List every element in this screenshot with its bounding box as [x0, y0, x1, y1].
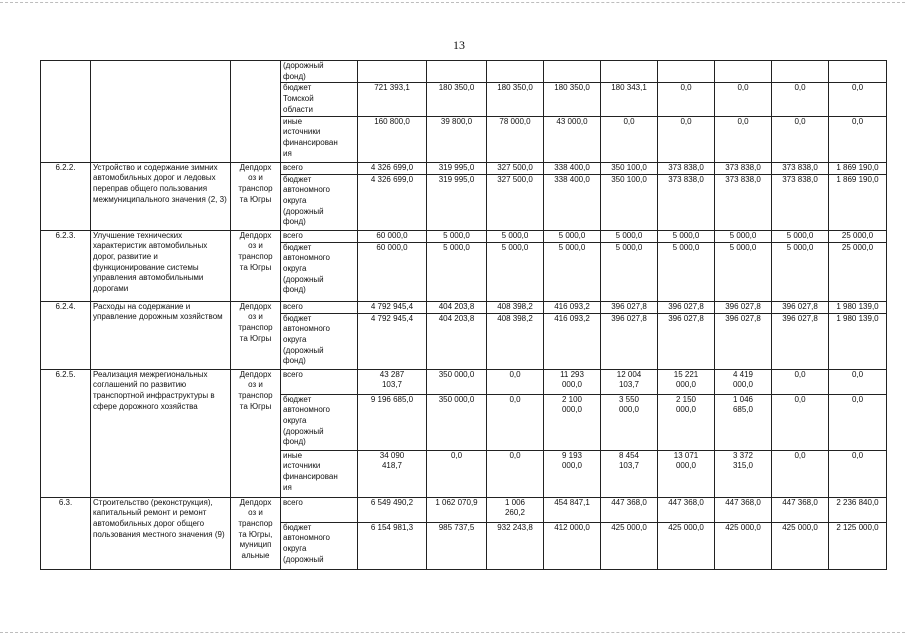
- amount-cell: 396 027,8: [658, 301, 715, 313]
- amount-cell: 5 000,0: [658, 242, 715, 301]
- scan-edge-top: [0, 2, 905, 3]
- table-row: [41, 61, 887, 83]
- amount-cell: 425 000,0: [715, 522, 772, 569]
- amount-cell: 2 150 000,0: [658, 394, 715, 450]
- scan-edge-bottom: [0, 632, 905, 633]
- amount-cell: [427, 61, 487, 83]
- table-row: [41, 497, 887, 522]
- amount-cell: 0,0: [487, 394, 544, 450]
- amount-cell: 396 027,8: [601, 313, 658, 369]
- funding-source: иные источники финансирован ия: [281, 116, 358, 162]
- amount-cell: 5 000,0: [427, 242, 487, 301]
- amount-cell: 447 368,0: [601, 497, 658, 522]
- item-name: [91, 61, 231, 163]
- amount-cell: 39 800,0: [427, 116, 487, 162]
- amount-cell: 5 000,0: [715, 230, 772, 242]
- amount-cell: 43 287 103,7: [358, 369, 427, 394]
- item-name: Устройство и содержание зимних автомобильных дорог и ледовых переправ общего пользования межмуниципального значения (2, 3): [91, 162, 231, 230]
- amount-cell: 5 000,0: [601, 230, 658, 242]
- amount-cell: 13 071 000,0: [658, 450, 715, 497]
- item-name: Реализация межрегиональных соглашений по развитию транспортной инфраструктуры в сфере дорожного хозяйства: [91, 369, 231, 497]
- amount-cell: 1 046 685,0: [715, 394, 772, 450]
- amount-cell: 350 000,0: [427, 369, 487, 394]
- funding-source: всего: [281, 369, 358, 394]
- amount-cell: 60 000,0: [358, 230, 427, 242]
- amount-cell: 0,0: [829, 394, 887, 450]
- amount-cell: 8 454 103,7: [601, 450, 658, 497]
- amount-cell: 373 838,0: [772, 174, 829, 230]
- amount-cell: 9 193 000,0: [544, 450, 601, 497]
- amount-cell: [544, 61, 601, 83]
- amount-cell: 78 000,0: [487, 116, 544, 162]
- amount-cell: 721 393,1: [358, 83, 427, 116]
- amount-cell: 5 000,0: [427, 230, 487, 242]
- funding-source: бюджет автономного округа (дорожный фонд): [281, 174, 358, 230]
- amount-cell: 0,0: [772, 369, 829, 394]
- amount-cell: 404 203,8: [427, 301, 487, 313]
- amount-cell: 373 838,0: [658, 162, 715, 174]
- amount-cell: 0,0: [829, 450, 887, 497]
- amount-cell: 1 006 260,2: [487, 497, 544, 522]
- amount-cell: [715, 61, 772, 83]
- amount-cell: 373 838,0: [772, 162, 829, 174]
- amount-cell: 5 000,0: [601, 242, 658, 301]
- amount-cell: 1 062 070,9: [427, 497, 487, 522]
- item-number: 6.2.4.: [41, 301, 91, 369]
- amount-cell: 0,0: [772, 450, 829, 497]
- amount-cell: 416 093,2: [544, 301, 601, 313]
- amount-cell: 0,0: [829, 369, 887, 394]
- amount-cell: 350 100,0: [601, 174, 658, 230]
- amount-cell: 5 000,0: [487, 242, 544, 301]
- amount-cell: 416 093,2: [544, 313, 601, 369]
- funding-source: всего: [281, 301, 358, 313]
- amount-cell: 0,0: [658, 83, 715, 116]
- item-number: 6.2.5.: [41, 369, 91, 497]
- amount-cell: 34 090 418,7: [358, 450, 427, 497]
- amount-cell: 408 398,2: [487, 313, 544, 369]
- amount-cell: 4 326 699,0: [358, 174, 427, 230]
- amount-cell: 6 549 490,2: [358, 497, 427, 522]
- amount-cell: 0,0: [487, 369, 544, 394]
- amount-cell: 2 236 840,0: [829, 497, 887, 522]
- amount-cell: 425 000,0: [601, 522, 658, 569]
- funding-source: (дорожный фонд): [281, 61, 358, 83]
- amount-cell: 25 000,0: [829, 242, 887, 301]
- amount-cell: [829, 61, 887, 83]
- table-body: [41, 61, 887, 570]
- amount-cell: 3 550 000,0: [601, 394, 658, 450]
- amount-cell: 327 500,0: [487, 174, 544, 230]
- amount-cell: 454 847,1: [544, 497, 601, 522]
- amount-cell: [658, 61, 715, 83]
- amount-cell: 4 792 945,4: [358, 301, 427, 313]
- amount-cell: 1 980 139,0: [829, 313, 887, 369]
- amount-cell: 5 000,0: [658, 230, 715, 242]
- amount-cell: 373 838,0: [658, 174, 715, 230]
- amount-cell: 447 368,0: [658, 497, 715, 522]
- funding-source: бюджет автономного округа (дорожный фонд): [281, 242, 358, 301]
- item-name: Улучшение технических характеристик автомобильных дорог, развитие и функционирование системы управления автомобильными дорогами: [91, 230, 231, 301]
- amount-cell: 404 203,8: [427, 313, 487, 369]
- amount-cell: 25 000,0: [829, 230, 887, 242]
- funding-source: бюджет автономного округа (дорожный фонд): [281, 394, 358, 450]
- amount-cell: 396 027,8: [715, 313, 772, 369]
- amount-cell: 0,0: [772, 83, 829, 116]
- item-executor: [231, 61, 281, 163]
- amount-cell: 2 125 000,0: [829, 522, 887, 569]
- amount-cell: 408 398,2: [487, 301, 544, 313]
- item-executor: Депдорх оз и транспор та Югры: [231, 230, 281, 301]
- funding-source: всего: [281, 497, 358, 522]
- amount-cell: 11 293 000,0: [544, 369, 601, 394]
- amount-cell: 0,0: [772, 116, 829, 162]
- amount-cell: 12 004 103,7: [601, 369, 658, 394]
- amount-cell: 1 869 190,0: [829, 174, 887, 230]
- amount-cell: 338 400,0: [544, 174, 601, 230]
- amount-cell: 396 027,8: [715, 301, 772, 313]
- table-row: [41, 369, 887, 394]
- amount-cell: 350 100,0: [601, 162, 658, 174]
- amount-cell: 4 326 699,0: [358, 162, 427, 174]
- item-number: 6.2.2.: [41, 162, 91, 230]
- amount-cell: 3 372 315,0: [715, 450, 772, 497]
- amount-cell: 338 400,0: [544, 162, 601, 174]
- amount-cell: 160 800,0: [358, 116, 427, 162]
- table-row: [41, 230, 887, 242]
- amount-cell: 447 368,0: [772, 497, 829, 522]
- item-number: 6.3.: [41, 497, 91, 569]
- amount-cell: 180 350,0: [544, 83, 601, 116]
- amount-cell: 4 419 000,0: [715, 369, 772, 394]
- funding-source: бюджет автономного округа (дорожный: [281, 522, 358, 569]
- amount-cell: 319 995,0: [427, 174, 487, 230]
- amount-cell: 5 000,0: [715, 242, 772, 301]
- amount-cell: [358, 61, 427, 83]
- amount-cell: 425 000,0: [658, 522, 715, 569]
- amount-cell: 0,0: [427, 450, 487, 497]
- amount-cell: 1 869 190,0: [829, 162, 887, 174]
- amount-cell: 180 343,1: [601, 83, 658, 116]
- amount-cell: [487, 61, 544, 83]
- item-executor: Депдорх оз и транспор та Югры: [231, 162, 281, 230]
- page-number: 13: [453, 38, 465, 52]
- program-table: [40, 60, 887, 570]
- item-name: Строительство (реконструкция), капитальный ремонт и ремонт автомобильных дорог общего пользования местного значения (9): [91, 497, 231, 569]
- amount-cell: 0,0: [601, 116, 658, 162]
- amount-cell: 9 196 685,0: [358, 394, 427, 450]
- amount-cell: 327 500,0: [487, 162, 544, 174]
- funding-source: всего: [281, 230, 358, 242]
- amount-cell: 412 000,0: [544, 522, 601, 569]
- amount-cell: 0,0: [715, 116, 772, 162]
- amount-cell: 180 350,0: [427, 83, 487, 116]
- amount-cell: 5 000,0: [544, 242, 601, 301]
- amount-cell: 396 027,8: [772, 301, 829, 313]
- amount-cell: 350 000,0: [427, 394, 487, 450]
- item-number: 6.2.3.: [41, 230, 91, 301]
- funding-source: всего: [281, 162, 358, 174]
- amount-cell: 15 221 000,0: [658, 369, 715, 394]
- amount-cell: 6 154 981,3: [358, 522, 427, 569]
- amount-cell: 985 737,5: [427, 522, 487, 569]
- amount-cell: 0,0: [829, 83, 887, 116]
- amount-cell: 373 838,0: [715, 174, 772, 230]
- amount-cell: 932 243,8: [487, 522, 544, 569]
- amount-cell: 5 000,0: [772, 242, 829, 301]
- amount-cell: 425 000,0: [772, 522, 829, 569]
- amount-cell: 60 000,0: [358, 242, 427, 301]
- amount-cell: 396 027,8: [601, 301, 658, 313]
- amount-cell: 0,0: [715, 83, 772, 116]
- item-executor: Депдорх оз и транспор та Югры: [231, 369, 281, 497]
- amount-cell: 43 000,0: [544, 116, 601, 162]
- funding-source: иные источники финансирован ия: [281, 450, 358, 497]
- amount-cell: 0,0: [487, 450, 544, 497]
- amount-cell: 4 792 945,4: [358, 313, 427, 369]
- amount-cell: 447 368,0: [715, 497, 772, 522]
- amount-cell: 373 838,0: [715, 162, 772, 174]
- amount-cell: 0,0: [658, 116, 715, 162]
- amount-cell: 5 000,0: [487, 230, 544, 242]
- item-name: Расходы на содержание и управление дорожным хозяйством: [91, 301, 231, 369]
- amount-cell: 5 000,0: [772, 230, 829, 242]
- table-row: [41, 301, 887, 313]
- amount-cell: 396 027,8: [658, 313, 715, 369]
- item-executor: Депдорх оз и транспор та Югры, муницип альные: [231, 497, 281, 569]
- amount-cell: 5 000,0: [544, 230, 601, 242]
- amount-cell: [601, 61, 658, 83]
- funding-source: бюджет Томской области: [281, 83, 358, 116]
- amount-cell: 319 995,0: [427, 162, 487, 174]
- amount-cell: 2 100 000,0: [544, 394, 601, 450]
- amount-cell: 0,0: [772, 394, 829, 450]
- item-number: [41, 61, 91, 163]
- item-executor: Депдорх оз и транспор та Югры: [231, 301, 281, 369]
- amount-cell: 0,0: [829, 116, 887, 162]
- funding-source: бюджет автономного округа (дорожный фонд): [281, 313, 358, 369]
- amount-cell: 180 350,0: [487, 83, 544, 116]
- table-row: [41, 162, 887, 174]
- amount-cell: 1 980 139,0: [829, 301, 887, 313]
- amount-cell: [772, 61, 829, 83]
- amount-cell: 396 027,8: [772, 313, 829, 369]
